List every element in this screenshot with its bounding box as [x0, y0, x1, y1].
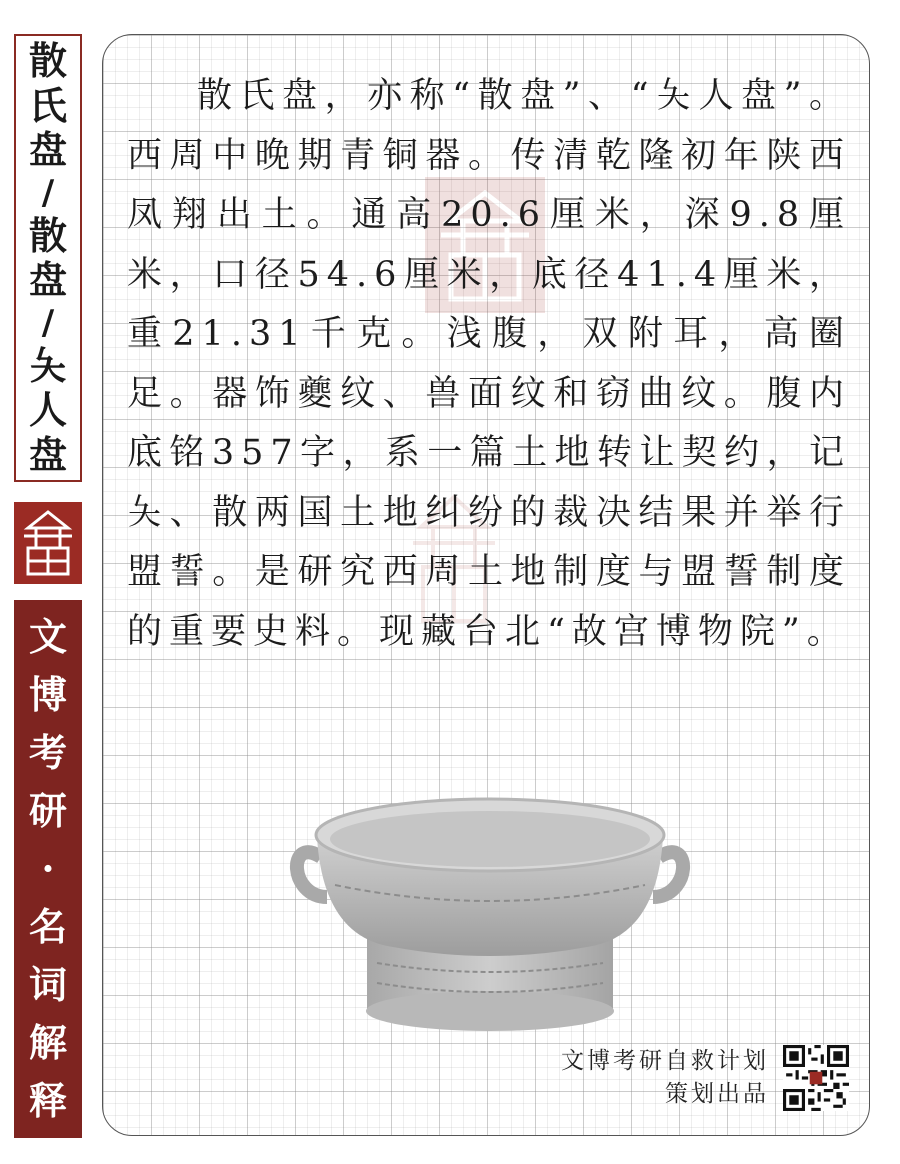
- title-char: 盘: [28, 431, 67, 477]
- band-char: 释: [28, 1078, 67, 1123]
- title-char: 人: [28, 387, 67, 433]
- title-char: /: [41, 302, 55, 343]
- band-char: 文: [28, 614, 67, 659]
- title-char: 夨: [28, 342, 67, 388]
- credit-line1: 文博考研自救计划: [561, 1048, 769, 1074]
- band-char: 考: [28, 730, 67, 775]
- credit-line2: 策划出品: [665, 1081, 769, 1107]
- title-char: 盘: [28, 257, 67, 303]
- band-char: 解: [28, 1020, 67, 1065]
- title-char: 散: [28, 38, 67, 83]
- title-box: [14, 34, 82, 482]
- seal-icon: [14, 502, 82, 584]
- title-char: 氏: [28, 82, 67, 128]
- band-char: 词: [28, 962, 67, 1007]
- band-char: 博: [28, 672, 67, 717]
- title-char: /: [41, 172, 55, 213]
- band-char: 研: [28, 788, 67, 833]
- qr-code-icon[interactable]: [783, 1045, 849, 1111]
- title-char: 盘: [28, 127, 67, 173]
- bronze-basin-image: [283, 787, 697, 1049]
- series-band: [14, 600, 82, 1138]
- credit: [561, 1045, 769, 1111]
- title-char: 散: [28, 212, 67, 258]
- band-char: 名: [28, 904, 67, 949]
- grid-paper: [102, 34, 870, 1136]
- description-text: 散氏盘，亦称“散盘”、“夨人盘”。西周中晚期青铜器。传清乾隆初年陕西凤翔出土。通高20.6厘米，深9.8厘米，口径54.6厘米，底径41.4厘米，重21.31千克。浅腹，双附耳，高圈足。器饰夔纹、兽面纹和窃曲纹。腹内底铭357字，系一篇土地转让契约，记夨、散两国土地纠纷的裁决结果并举行盟誓。是研究西周土地制度与盟誓制度的重要史料。现藏台北“故宫博物院”。: [127, 76, 851, 652]
- band-char: ·: [41, 846, 55, 891]
